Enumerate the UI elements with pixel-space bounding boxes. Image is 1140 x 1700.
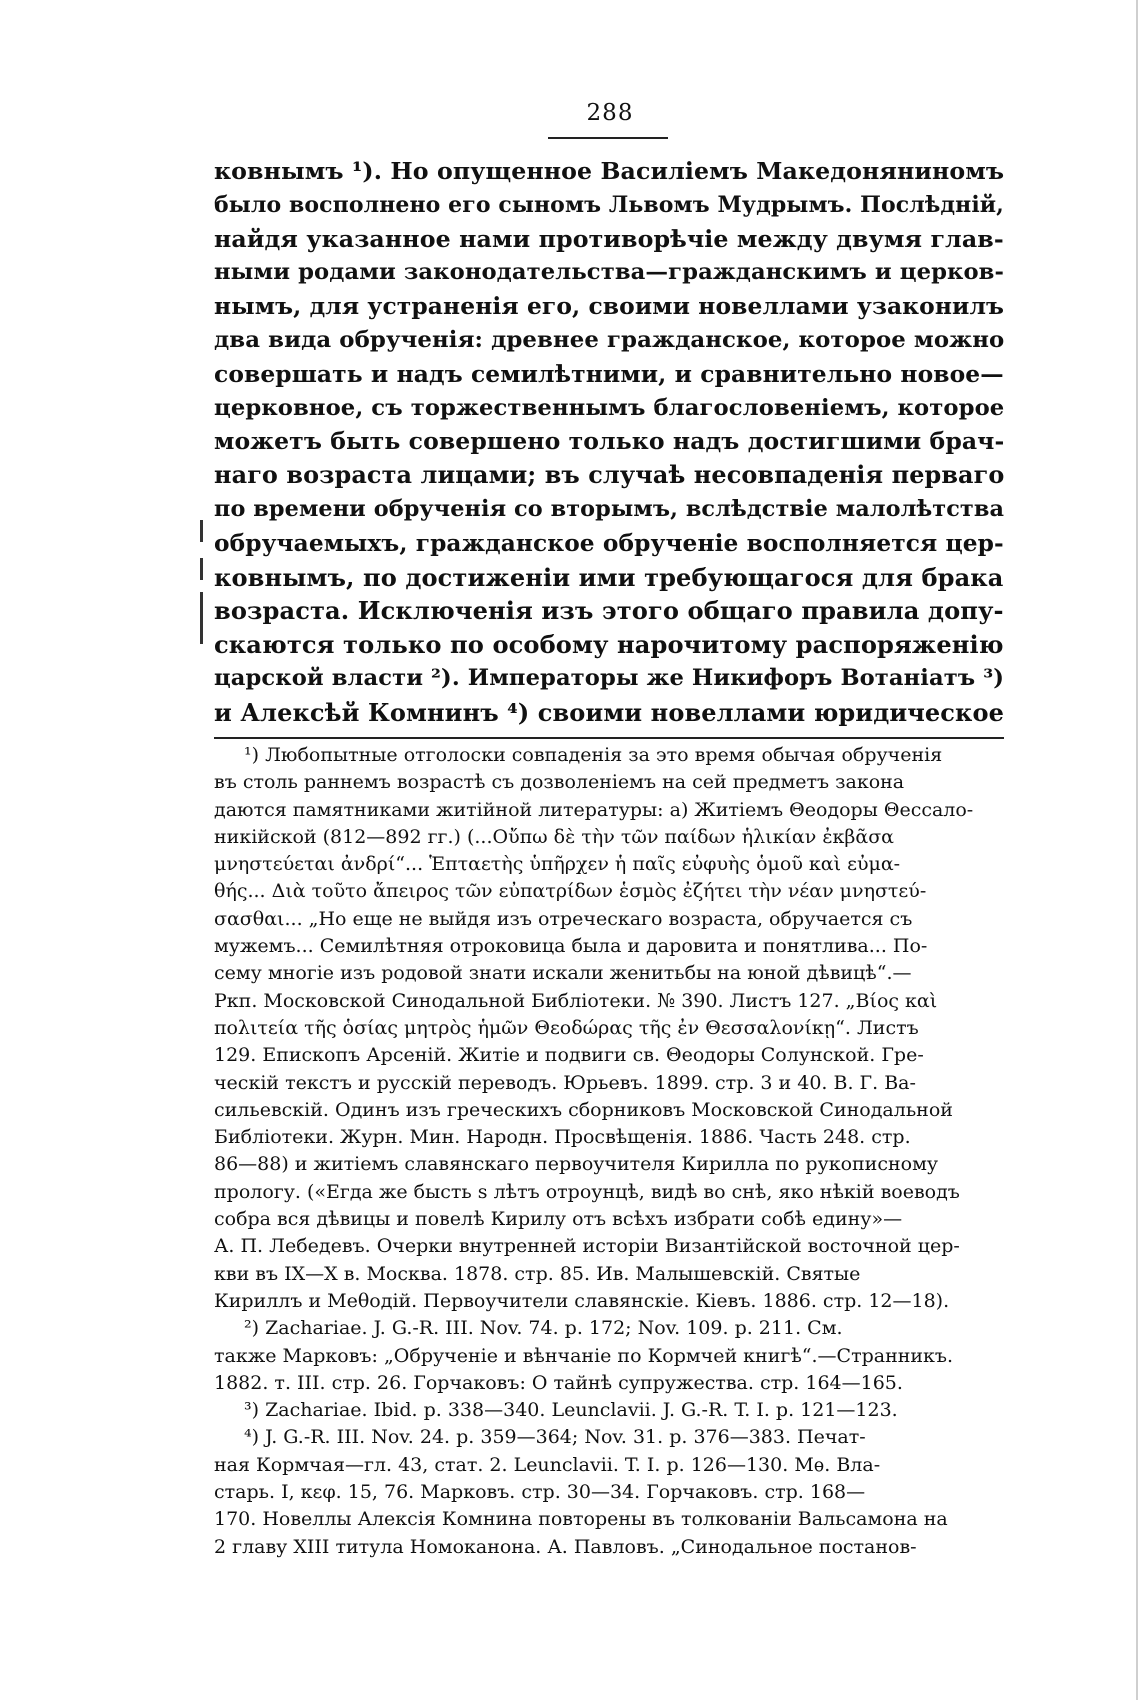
body-line: было восполнено его сыномъ Львомъ Мудрымъ. Послѣдній, <box>214 191 1004 218</box>
margin-mark <box>200 520 203 542</box>
page-number-rule <box>548 137 668 139</box>
footnote-line: 86—88) и житіемъ славянскаго первоучителя Кирилла по рукописному <box>214 1153 939 1176</box>
body-line: и Алексѣй Комнинъ ⁴) своими новеллами юридическое <box>214 697 1004 727</box>
footnote-line: 2 главу XIII титула Номоканона. А. Павловъ. „Синодальное постанов- <box>214 1535 917 1558</box>
footnote-divider <box>214 737 1004 739</box>
footnote-line: θής... Διὰ τοῦτο ἄπειρος τῶν εὐπατρίδων ἑσμὸς ἐζήτει τὴν νέαν μνηστεύ- <box>214 880 927 903</box>
body-line: совершать и надъ семилѣтними, и сравнительно новое— <box>214 359 1004 388</box>
body-line: ковнымъ ¹). Но опущенное Василіемъ Македоняниномъ <box>214 157 1005 185</box>
footnote-line: кви въ IX—X в. Москва. 1878. стр. 85. Ив. Малышевскій. Святые <box>214 1262 861 1285</box>
footnote-line: Библіотеки. Журн. Мин. Народн. Просвѣщенія. 1886. Часть 248. стр. <box>214 1126 911 1149</box>
body-line: церковное, съ торжественнымъ благословеніемъ, которое <box>214 394 1005 421</box>
body-line: ными родами законодательства—гражданскимъ и церков- <box>214 259 1004 286</box>
footnote-line: А. П. Лебедевъ. Очерки внутренней исторіи Византійской восточной цер- <box>214 1235 960 1258</box>
footnote-line: старь. I, κεφ. 15, 76. Марковъ. стр. 30—34. Горчаковъ. стр. 168— <box>214 1481 866 1504</box>
footnote-line: 170. Новеллы Алексія Комнина повторены въ толкованіи Вальсамона на <box>214 1508 948 1531</box>
footnote-line: ³) Zachariae. Ibid. p. 338—340. Leunclavii. J. G.-R. T. I. p. 121—123. <box>244 1399 898 1422</box>
body-line: два вида обрученія: древнее гражданское, которое можно <box>214 326 1005 353</box>
footnote-line: никійской (812—892 гг.) (...Οὔπω δὲ τὴν τῶν παίδων ἡλικίαν ἐκβᾶσα <box>214 825 895 848</box>
scan-edge <box>1136 0 1138 1700</box>
footnote-line: въ столь раннемъ возрастѣ съ дозволеніемъ на сей предметъ закона <box>214 771 905 794</box>
footnote-line: ческій текстъ и русскій переводъ. Юрьевъ. 1899. стр. 3 и 40. В. Г. Ва- <box>214 1071 916 1094</box>
body-line: найдя указанное нами противорѣчіе между двумя глав- <box>214 224 1004 253</box>
body-line: ковнымъ, по достиженіи ими требующагося для брака <box>214 562 1004 592</box>
footnote-line: ¹) Любопытные отголоски совпаденія за это время обычая обрученія <box>244 744 943 766</box>
footnote-line: ная Кормчая—гл. 43, стат. 2. Leunclavii. T. I. p. 126—130. Мѳ. Вла- <box>214 1453 881 1476</box>
footnote-line: πολιτεία τῆς ὁσίας μητρὸς ἡμῶν Θεοδώρας τῆς ἐν Θεσσαλονίκῃ“. Листъ <box>214 1016 919 1039</box>
footnote-line: 129. Епископъ Арсеній. Житіе и подвиги св. Θеодоры Солунской. Гре- <box>214 1044 924 1067</box>
body-line: царской власти ²). Императоры же Никифоръ Вотаніатъ ³) <box>214 664 1004 691</box>
margin-mark <box>200 592 203 644</box>
body-line: можетъ быть совершено только надъ достигшими брач- <box>214 427 1005 456</box>
body-line: по времени обрученія со вторымъ, вслѣдствіе малолѣтства <box>214 495 1005 522</box>
footnote-line: Кириллъ и Меθодій. Первоучители славянскіе. Кіевъ. 1886. стр. 12—18). <box>214 1289 950 1312</box>
footnote-line: Ркп. Московской Синодальной Библіотеки. № 390. Листъ 127. „Βίος καὶ <box>214 989 938 1012</box>
body-line: наго возраста лицами; въ случаѣ несовпаденія перваго <box>214 461 1005 490</box>
footnote-line: ⁴) J. G.-R. III. Nov. 24. p. 359—364; Nov. 31. p. 376—383. Печат- <box>244 1426 866 1449</box>
margin-mark <box>200 558 203 580</box>
body-line: скаются только по особому нарочитому распоряженію <box>214 630 1004 660</box>
footnote-line: собра вся дѣвицы и повелѣ Кирилу отъ всѣхъ избрати собѣ едину»— <box>214 1208 903 1231</box>
footnote-line: даются памятниками житійной литературы: а) Житіемъ Θеодоры Θессало- <box>214 798 974 821</box>
footnote-line: μνηστεύεται ἀνδρί“... Ἑπταετὴς ὑπῆρχεν ἡ παῖς εὐφυὴς ὁμοῦ καὶ εὐμα- <box>214 853 901 876</box>
footnotes <box>214 742 1004 1561</box>
footnote-line: сему многіе изъ родовой знати искали женитьбы на юной дѣвицѣ“.— <box>214 962 912 985</box>
footnote-line: σασθαι... „Но еще не выйдя изъ отреческаго возраста, обручается съ <box>214 907 913 930</box>
footnote-line: также Марковъ: „Обрученіе и вѣнчаніе по Кормчей книгѣ“.—Странникъ. <box>214 1344 954 1367</box>
footnote-line: 1882. т. III. стр. 26. Горчаковъ: О тайнѣ супружества. стр. 164—165. <box>214 1371 903 1394</box>
page-number: 288 <box>586 100 634 126</box>
body-line: возраста. Исключенія изъ этого общаго правила допу- <box>214 596 1004 626</box>
footnote-line: ²) Zachariae. J. G.-R. III. Nov. 74. p. 172; Nov. 109. p. 211. См. <box>244 1317 843 1340</box>
main-text <box>214 155 1004 730</box>
body-line: обручаемыхъ, гражданское обрученіе восполняется цер- <box>214 529 1004 557</box>
footnote-line: мужемъ... Семилѣтняя отроковица была и даровита и понятлива... По- <box>214 935 928 958</box>
footnote-line: сильевскій. Одинъ изъ греческихъ сборниковъ Московской Синодальной <box>214 1098 953 1121</box>
body-line: нымъ, для устраненія его, своими новеллами узаконилъ <box>214 292 1005 321</box>
footnote-line: прологу. («Егда же бысть ѕ лѣтъ отроунцѣ, видѣ во снѣ, яко нѣкій воеводъ <box>214 1180 960 1203</box>
